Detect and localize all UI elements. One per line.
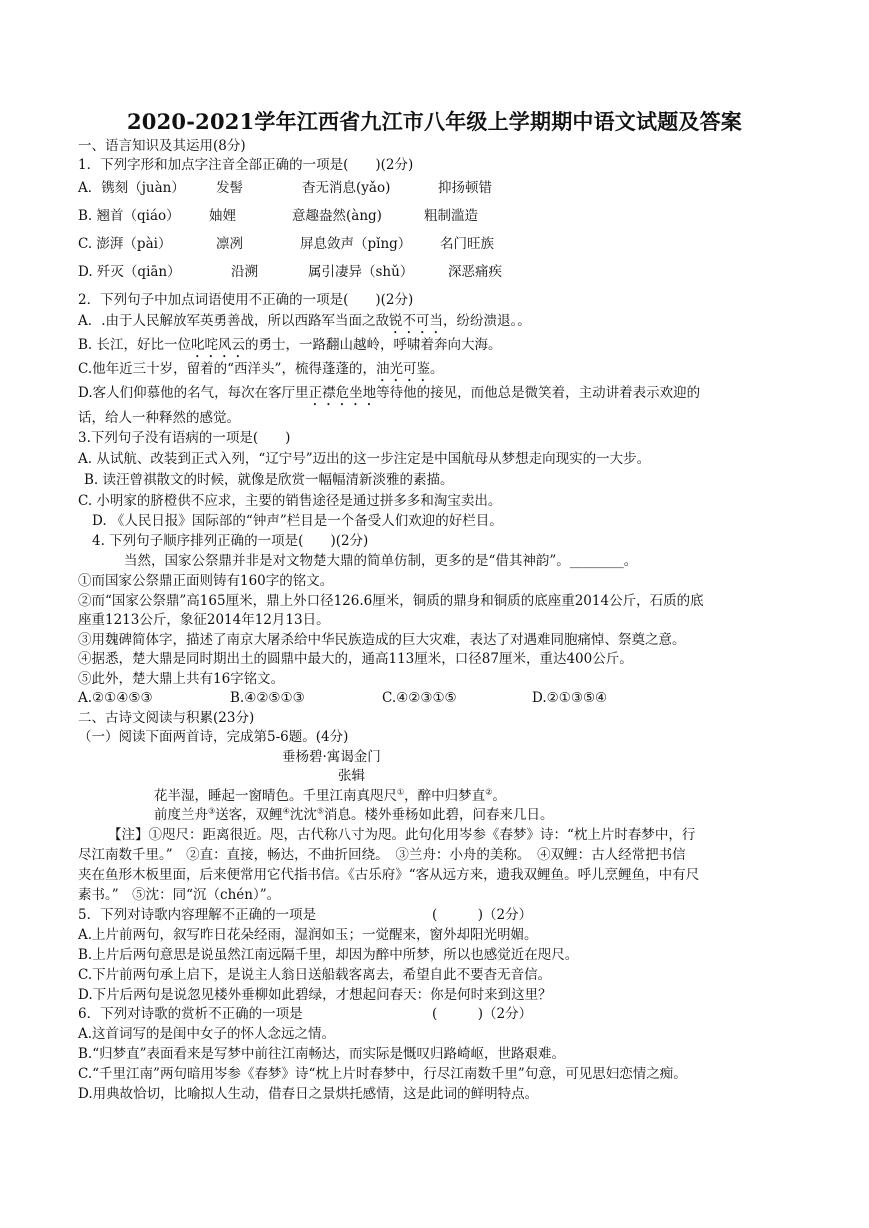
q4-option-c: C.④②③①⑤ xyxy=(382,690,457,706)
q6-option-b: B.“归梦直”表面看来是写梦中前往江南畅达，而实际是慨叹归路崎岖，世路艰难。 xyxy=(78,1046,566,1062)
q1-option-b-word4: 粗制滥造 xyxy=(424,208,478,224)
q2-option-b: B. 长江，好比一位叱咤风云的勇士，一路翻山越岭，呼啸着奔向大海。 xyxy=(78,337,502,353)
q1-option-c: C. 澎湃（pài） xyxy=(78,236,172,252)
q1-option-b-word3: 意趣盎然(àng) xyxy=(292,208,382,224)
q1-option-d-word2: 沿溯 xyxy=(231,264,258,280)
note-line-1: 【注】①咫尺：距离很近。咫，古代称八寸为咫。此句化用岑参《春梦》诗：“枕上片时春梦中，行 xyxy=(108,827,696,843)
q1-option-b-word2: 妯娌 xyxy=(209,208,236,224)
question-5-score: ( )（2分） xyxy=(432,907,533,923)
q3-option-d: D. 《人民日报》国际部的“钟声”栏目是一个备受人们欢迎的好栏目。 xyxy=(92,513,503,529)
q1-option-c-word3: 屏息敛声（pǐng） xyxy=(300,236,412,252)
question-3-stem: 3.下列句子没有语病的一项是( ) xyxy=(78,430,291,446)
question-4-stem: 4. 下列句子顺序排列正确的一项是( )(2分) xyxy=(92,533,369,549)
page-title: 2020-2021学年江西省九江市八年级上学期期中语文试题及答案 xyxy=(126,109,742,134)
question-6-score: ( )（2分） xyxy=(432,1006,533,1022)
q5-option-c: C.下片前两句承上启下，是说主人翁日送船载客离去，希望自此不要杳无音信。 xyxy=(78,967,552,983)
q1-option-c-word2: 凛冽 xyxy=(216,236,243,252)
q4-sentence-2-cont: 座重1213公斤，象征2014年12月13日。 xyxy=(78,612,330,628)
q2-option-c: C.他年近三十岁，留着的“西洋头”，梳得蓬蓬的，油光可鉴。 xyxy=(78,361,444,377)
q4-sentence-1: ①而国家公祭鼎正面则铸有160字的铭文。 xyxy=(78,573,334,589)
q4-sentence-3: ③用魏碑简体字，描述了南京大屠杀给中华民族造成的巨大灾难，表达了对遇难同胞痛悼、祭奠之意。 xyxy=(78,632,686,648)
poem-line-1: 花半湿，睡起一窗晴色。千里江南真咫尺①，醉中归梦直②。 xyxy=(154,787,506,804)
q1-option-a-word2: 发髻 xyxy=(216,180,243,196)
q3-option-a: A. 从试航、改装到正式入列，“辽宁号”迈出的这一步注定是中国航母从梦想走向现实的一大步。 xyxy=(78,451,651,467)
q4-sentence-4: ④据悉，楚大鼎是同时期出土的圆鼎中最大的，通高113厘米，口径87厘米，重达400公斤。 xyxy=(78,651,633,667)
q6-option-a: A.这首词写的是闺中女子的怀人念远之情。 xyxy=(78,1026,336,1042)
q5-option-b: B.上片后两句意思是说虽然江南远隔千里，却因为醉中所梦，所以也感觉近在咫尺。 xyxy=(78,947,579,963)
q1-option-d-word4: 深恶痛疾 xyxy=(448,264,502,280)
q6-option-d: D.用典故恰切，比喻拟人生动，借春日之景烘托感情，这是此词的鲜明特点。 xyxy=(78,1086,539,1102)
q5-option-a: A.上片前两句，叙写昨日花朵经雨，湿润如玉；一觉醒来，窗外却阳光明媚。 xyxy=(78,927,538,943)
q3-option-c: C. 小明家的脐橙供不应求，主要的销售途径是通过拼多多和淘宝卖出。 xyxy=(78,493,502,509)
note-line-3: 夹在鱼形木板里面，后来便常用它代指书信。《古乐府》“客从远方来，遗我双鲤鱼。呼儿烹鲤鱼，中有尺 xyxy=(78,867,700,883)
q1-option-d-word3: 属引凄异（shǔ） xyxy=(308,264,414,280)
poem-title: 垂杨碧·寓谒金门 xyxy=(282,749,381,765)
note-line-2: 尽江南数千里。” ②直：直接，畅达，不曲折回绕。 ③兰舟：小舟的美称。 ④双鲤：古人经常把书信 xyxy=(78,847,686,863)
q2-option-d: D.客人们仰慕他的名气，每次在客厅里正襟危坐地等待他的接见，而他总是微笑着，主动讲着表示欢迎的 xyxy=(78,385,701,401)
question-6-stem: 6．下列对诗歌的赏析不正确的一项是 xyxy=(78,1006,303,1022)
q1-option-a: A．镌刻（juàn） xyxy=(78,180,185,196)
q4-sentence-5: ⑤此外，楚大鼎上共有16字铭文。 xyxy=(78,671,285,687)
q4-option-b: B.④②⑤①③ xyxy=(230,690,305,706)
q1-option-b: B. 翘首（qiáo） xyxy=(78,208,180,224)
q1-option-a-word3: 杳无消息(yǎo) xyxy=(302,180,391,196)
note-line-4: 素书。” ⑤沈：同“沉（chén）”。 xyxy=(78,887,281,903)
question-2-stem: 2．下列句子中加点词语使用不正确的一项是( )(2分) xyxy=(78,292,414,308)
q6-option-c: C.“千里江南”两句暗用岑参《春梦》诗“枕上片时春梦中，行尽江南数千里”句意，可见思妇恋情之痴。 xyxy=(78,1066,687,1082)
q2-option-d-cont: 话，给人一种释然的感觉。 xyxy=(78,410,240,426)
poem-line-2: 前度兰舟③送客，双鲤④沈沈⑤消息。楼外垂杨如此碧，问春来几日。 xyxy=(154,806,554,823)
q4-option-d: D.②①③⑤④ xyxy=(532,690,608,706)
q1-option-c-word4: 名门旺族 xyxy=(440,236,494,252)
q1-option-d: D. 歼灭（qiān） xyxy=(78,264,181,280)
part-1-heading: （一）阅读下面两首诗，完成第5-6题。(4分) xyxy=(78,729,349,745)
section-1-heading: 一、语言知识及其运用(8分) xyxy=(78,138,246,154)
poem-author: 张辑 xyxy=(338,768,365,784)
q1-option-a-word4: 抑扬顿错 xyxy=(438,180,492,196)
q4-intro: 当然，国家公祭鼎并非是对文物楚大鼎的简单仿制，更多的是“借其神韵”。________。 xyxy=(124,553,638,569)
q3-option-b: B. 读汪曾祺散文的时候，就像是欣赏一幅幅清新淡雅的素描。 xyxy=(84,472,454,488)
question-5-stem: 5．下列对诗歌内容理解不正确的一项是 xyxy=(78,907,317,923)
question-1-stem: 1．下列字形和加点字注音全部正确的一项是( )(2分) xyxy=(78,157,414,173)
section-2-heading: 二、古诗文阅读与积累(23分) xyxy=(78,710,255,726)
q5-option-d: D.下片后两句是说忽见楼外垂柳如此碧绿，才想起问春天：你是何时来到这里？ xyxy=(78,987,552,1003)
q4-option-a: A.②①④⑤③ xyxy=(78,690,153,706)
q4-sentence-2: ②而“国家公祭鼎”高165厘米，鼎上外口径126.6厘米，铜质的鼎身和铜质的底座重2014公斤，石质的底 xyxy=(78,593,704,609)
q2-option-a: A．.由于人民解放军英勇善战，所以西路军当面之敌锐不可当，纷纷溃退。。 xyxy=(78,313,531,329)
